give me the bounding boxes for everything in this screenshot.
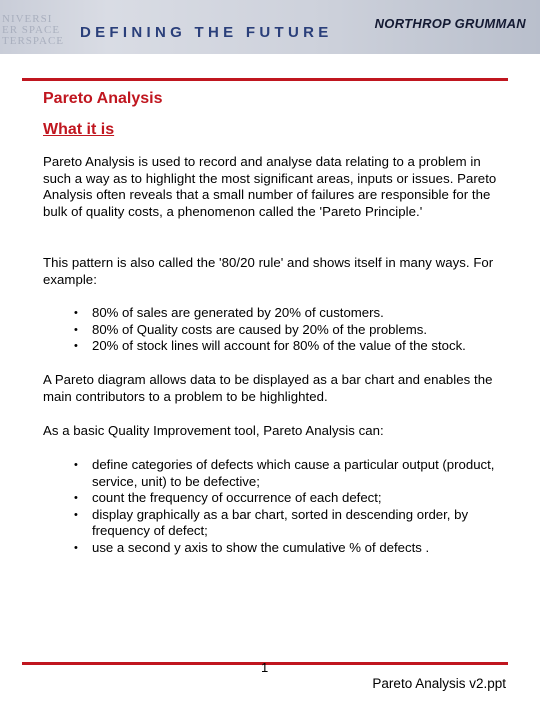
list-item	[64, 540, 504, 557]
bullet-icon: •	[74, 541, 78, 554]
paragraph-intro: Pareto Analysis is used to record and analyse data relating to a problem in such a way as to highlight the most significant areas, inputs or issues. Pareto Analysis often reveals that a small number of failures are responsible for the bulk of quality costs, a phenomenon called the 'Pareto Principle.'	[43, 154, 497, 219]
bullet-icon: •	[74, 459, 78, 471]
section-heading: What it is	[43, 121, 115, 138]
paragraph-tool: As a basic Quality Improvement tool, Pareto Analysis can:	[43, 423, 384, 438]
banner-ghost-text: ER SPACE	[2, 24, 61, 36]
paragraph-pattern: This pattern is also called the '80/20 rule' and shows itself in many ways. For example:	[43, 255, 494, 287]
list-item-text: use a second y axis to show the cumulative % of defects .	[92, 539, 430, 555]
list-item-text: define categories of defects which cause a particular output (product, service, unit) to be defective;	[92, 457, 495, 489]
list-item-text: 80% of Quality costs are caused by 20% of the problems.	[92, 321, 427, 337]
bullet-icon: •	[74, 340, 78, 352]
bullet-icon: •	[74, 307, 78, 319]
bullet-icon: •	[74, 323, 78, 336]
capabilities-list	[64, 457, 504, 556]
bullet-icon: •	[74, 508, 78, 521]
banner-ghost-text: NIVERSI	[2, 13, 53, 25]
list-item-text: display graphically as a bar chart, sorted in descending order, by frequency of defect;	[92, 506, 469, 538]
banner-ghost-text: TERSPACE	[2, 35, 65, 47]
list-item	[64, 338, 504, 355]
header-banner	[0, 0, 540, 54]
list-item-text: 20% of stock lines will account for 80% of the value of the stock.	[92, 338, 466, 353]
page-title: Pareto Analysis	[43, 90, 163, 107]
examples-list	[64, 305, 504, 355]
page-number: 1	[261, 660, 269, 675]
company-logo: NORTHROP GRUMMAN	[374, 16, 526, 31]
list-item	[64, 490, 504, 507]
top-divider	[22, 78, 508, 81]
banner-tagline: DEFINING THE FUTURE	[80, 24, 333, 41]
list-item	[64, 322, 504, 339]
list-item-text: count the frequency of occurrence of each defect;	[92, 490, 382, 505]
list-item-text: 80% of sales are generated by 20% of customers.	[92, 305, 384, 320]
paragraph-diagram: A Pareto diagram allows data to be displayed as a bar chart and enables the main contributors to a problem to be highlighted.	[43, 372, 493, 404]
bullet-icon: •	[74, 492, 78, 504]
list-item	[64, 457, 504, 490]
list-item	[64, 305, 504, 322]
list-item	[64, 507, 504, 540]
footer-filename: Pareto Analysis v2.ppt	[372, 676, 506, 691]
